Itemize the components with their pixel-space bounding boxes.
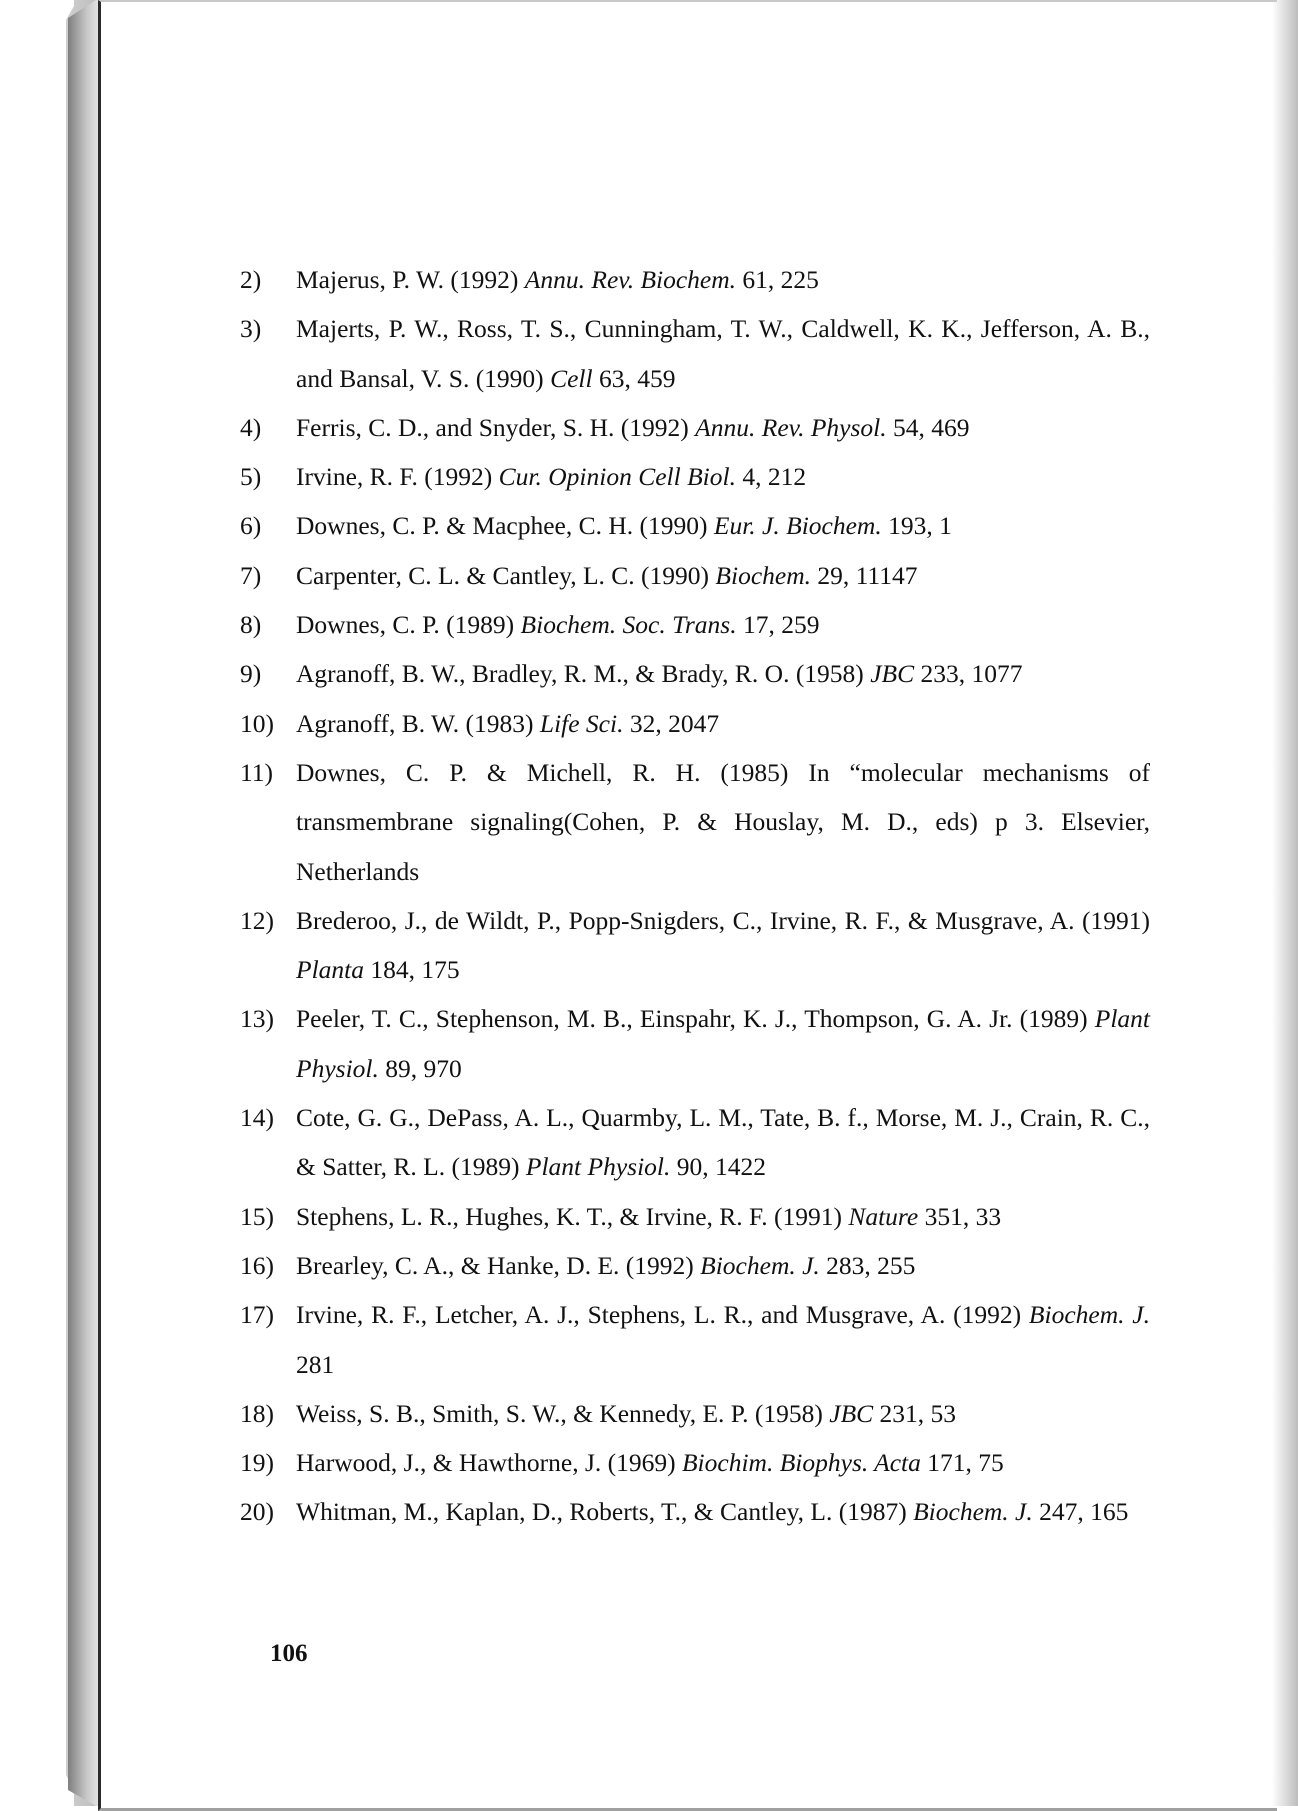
- reference-journal: Biochem.: [715, 560, 811, 590]
- reference-volume-pages: 171, 75: [920, 1448, 1004, 1478]
- reference-volume-pages: 63, 459: [592, 363, 676, 393]
- reference-authors: Downes, C. P. & Macphee, C. H. (1990): [296, 511, 714, 541]
- reference-volume-pages: 193, 1: [881, 511, 952, 541]
- reference-journal: Biochem. Soc. Trans.: [520, 610, 737, 640]
- reference-number: 9): [240, 659, 262, 689]
- reference-item: [240, 699, 1150, 748]
- reference-item: [240, 551, 1150, 600]
- reference-volume-pages: 247, 165: [1032, 1497, 1129, 1527]
- reference-volume-pages: 17, 259: [736, 610, 820, 640]
- reference-item: [240, 304, 1150, 403]
- reference-item: [240, 649, 1150, 698]
- reference-item: [240, 994, 1150, 1093]
- reference-authors: Majerts, P. W., Ross, T. S., Cunningham, T. W., Caldwell, K. K., Jefferson, A. B., and Bansal, V. S. (1990): [296, 314, 1150, 393]
- reference-volume-pages: 89, 970: [378, 1053, 462, 1083]
- reference-journal: Planta: [296, 955, 364, 985]
- reference-authors: Downes, C. P. & Michell, R. H. (1985) In “molecular mechanisms of transmembrane signaling(Cohen, P. & Houslay, M. D., eds) p 3. Elsevier, Netherlands: [296, 757, 1150, 886]
- reference-number: 3): [240, 314, 262, 344]
- page-right-shadow: [1272, 0, 1298, 1806]
- reference-journal: Biochem. J.: [913, 1497, 1033, 1527]
- reference-journal: JBC: [829, 1398, 874, 1428]
- reference-item: [240, 403, 1150, 452]
- reference-authors: Stephens, L. R., Hughes, K. T., & Irvine, R. F. (1991): [296, 1201, 849, 1231]
- reference-journal: Biochem. J.: [1028, 1300, 1151, 1330]
- reference-volume-pages: 29, 11147: [811, 560, 918, 590]
- reference-number: 16): [240, 1250, 274, 1280]
- reference-item: [240, 1438, 1150, 1487]
- reference-journal: Biochim. Biophys. Acta: [681, 1448, 921, 1478]
- reference-authors: Majerus, P. W. (1992): [296, 265, 525, 294]
- reference-journal: JBC: [870, 659, 915, 689]
- reference-journal: Annu. Rev. Physol.: [695, 412, 887, 442]
- reference-number: 2): [240, 265, 262, 294]
- page-number: 106: [270, 1640, 308, 1667]
- reference-item: [240, 1192, 1150, 1241]
- reference-volume-pages: 184, 175: [364, 955, 460, 985]
- reference-item: [240, 1290, 1150, 1389]
- reference-authors: Harwood, J., & Hawthorne, J. (1969): [296, 1448, 682, 1478]
- reference-item: [240, 255, 1150, 304]
- reference-journal: Cell: [550, 363, 593, 393]
- reference-journal: Nature: [848, 1201, 919, 1231]
- reference-number: 14): [240, 1103, 274, 1133]
- reference-item: [240, 896, 1150, 995]
- reference-journal: Biochem. J.: [700, 1250, 820, 1280]
- reference-number: 8): [240, 610, 262, 640]
- reference-number: 17): [240, 1300, 274, 1330]
- reference-authors: Weiss, S. B., Smith, S. W., & Kennedy, E. P. (1958): [296, 1398, 830, 1428]
- reference-item: [240, 748, 1150, 896]
- reference-item: [240, 600, 1150, 649]
- reference-number: 7): [240, 560, 262, 590]
- reference-item: [240, 1389, 1150, 1438]
- reference-item: [240, 1093, 1150, 1192]
- reference-volume-pages: 54, 469: [886, 412, 970, 442]
- reference-number: 15): [240, 1201, 274, 1231]
- reference-volume-pages: 231, 53: [873, 1398, 957, 1428]
- reference-authors: Downes, C. P. (1989): [296, 610, 521, 640]
- reference-journal: Plant Physiol.: [525, 1152, 671, 1182]
- reference-volume-pages: 351, 33: [918, 1201, 1002, 1231]
- book-page-fold: [68, 0, 100, 1806]
- reference-authors: Ferris, C. D., and Snyder, S. H. (1992): [296, 412, 696, 442]
- reference-journal: Annu. Rev. Biochem.: [524, 265, 737, 294]
- reference-item: [240, 501, 1150, 550]
- reference-number: 6): [240, 511, 262, 541]
- reference-authors: Carpenter, C. L. & Cantley, L. C. (1990): [296, 560, 716, 590]
- reference-authors: Whitman, M., Kaplan, D., Roberts, T., & Cantley, L. (1987): [296, 1497, 914, 1527]
- reference-list: [240, 255, 1150, 1537]
- reference-journal: Life Sci.: [539, 708, 624, 738]
- reference-volume-pages: 233, 1077: [914, 659, 1023, 689]
- reference-authors: Agranoff, B. W., Bradley, R. M., & Brady, R. O. (1958): [296, 659, 871, 689]
- reference-number: 18): [240, 1398, 274, 1428]
- reference-number: 10): [240, 708, 274, 738]
- reference-number: 20): [240, 1497, 274, 1527]
- reference-volume-pages: 283, 255: [819, 1250, 916, 1280]
- reference-number: 4): [240, 412, 262, 442]
- reference-authors: Irvine, R. F. (1992): [296, 462, 499, 492]
- reference-authors: Brederoo, J., de Wildt, P., Popp-Snigders, C., Irvine, R. F., & Musgrave, A. (1991): [296, 905, 1150, 935]
- reference-authors: Agranoff, B. W. (1983): [296, 708, 540, 738]
- reference-item: [240, 452, 1150, 501]
- reference-volume-pages: 281: [296, 1349, 335, 1379]
- reference-volume-pages: 4, 212: [735, 462, 807, 492]
- reference-item: [240, 1487, 1150, 1536]
- reference-authors: Peeler, T. C., Stephenson, M. B., Einspahr, K. J., Thompson, G. A. Jr. (1989): [296, 1004, 1095, 1034]
- reference-journal: Plant Physiol.: [296, 1004, 1150, 1083]
- reference-journal: Eur. J. Biochem.: [713, 511, 882, 541]
- reference-item: [240, 1241, 1150, 1290]
- reference-volume-pages: 32, 2047: [623, 708, 720, 738]
- reference-number: 12): [240, 905, 274, 935]
- reference-authors: Brearley, C. A., & Hanke, D. E. (1992): [296, 1250, 701, 1280]
- reference-number: 5): [240, 462, 262, 492]
- reference-volume-pages: 90, 1422: [670, 1152, 766, 1182]
- reference-number: 19): [240, 1448, 274, 1478]
- reference-number: 11): [240, 757, 274, 787]
- reference-authors: Irvine, R. F., Letcher, A. J., Stephens, L. R., and Musgrave, A. (1992): [296, 1300, 1029, 1330]
- reference-authors: Cote, G. G., DePass, A. L., Quarmby, L. M., Tate, B. f., Morse, M. J., Crain, R. C., & Satter, R. L. (1989): [296, 1103, 1150, 1182]
- reference-volume-pages: 61, 225: [736, 265, 819, 294]
- reference-journal: Cur. Opinion Cell Biol.: [498, 462, 736, 492]
- reference-number: 13): [240, 1004, 274, 1034]
